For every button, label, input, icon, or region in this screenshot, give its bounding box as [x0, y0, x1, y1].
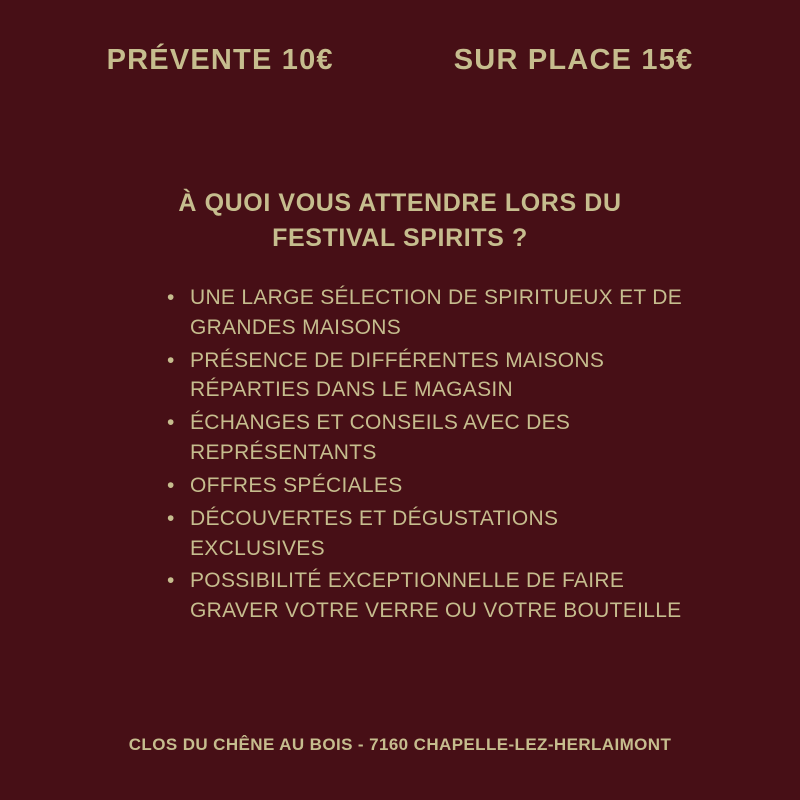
price-row: [0, 44, 800, 77]
list-item-label: DÉCOUVERTES ET DÉGUSTATIONS EXCLUSIVES: [190, 506, 559, 560]
onsite-price: SUR PLACE 15€: [453, 44, 694, 76]
list-item-label: PRÉSENCE DE DIFFÉRENTES MAISONS RÉPARTIES DANS LE MAGASIN: [190, 348, 605, 402]
bullet-icon: •: [167, 286, 175, 309]
heading-line-2: FESTIVAL SPIRITS ?: [272, 223, 528, 252]
heading-line-1: À QUOI VOUS ATTENDRE LORS DU: [178, 189, 622, 217]
venue-address: CLOS DU CHÊNE AU BOIS - 7160 CHAPELLE-LEZ-HERLAIMONT: [128, 735, 672, 754]
bullet-icon: •: [167, 473, 175, 497]
poster-heading: [0, 186, 800, 255]
presale-price: PRÉVENTE 10€: [106, 44, 334, 76]
bullet-icon: •: [167, 411, 175, 435]
list-item: [163, 504, 683, 564]
bullet-icon: •: [167, 569, 175, 593]
list-item: [163, 566, 683, 626]
list-item: [163, 283, 683, 343]
list-item: [163, 346, 683, 406]
list-item: [163, 471, 683, 501]
bullet-icon: •: [167, 348, 175, 372]
list-item-label: ÉCHANGES ET CONSEILS AVEC DES REPRÉSENTANTS: [190, 411, 571, 465]
expectations-list: [163, 283, 683, 629]
list-item-label: OFFRES SPÉCIALES: [190, 473, 403, 497]
bullet-icon: •: [167, 506, 175, 530]
list-item-label: POSSIBILITÉ EXCEPTIONNELLE DE FAIRE GRAVER VOTRE VERRE OU VOTRE BOUTEILLE: [190, 569, 682, 623]
list-item-label: UNE LARGE SÉLECTION DE SPIRITUEUX ET DE GRANDES MAISONS: [190, 286, 683, 339]
list-item: [163, 408, 683, 468]
